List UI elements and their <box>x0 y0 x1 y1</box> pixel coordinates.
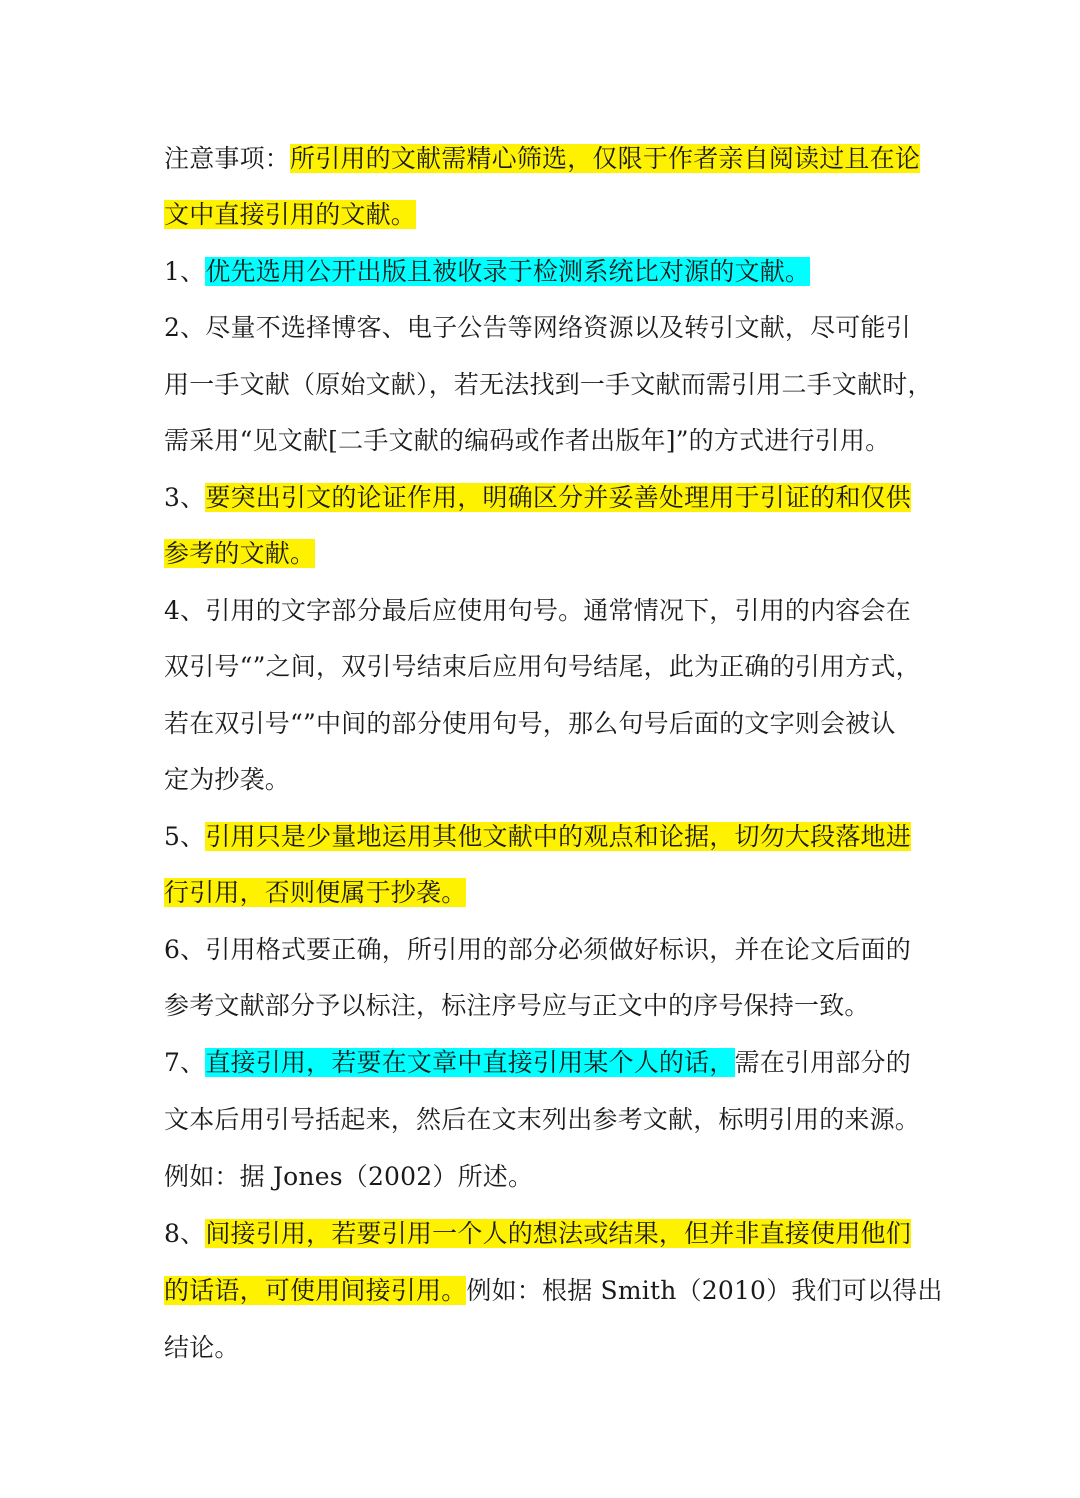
item-4-line-2: 双引号“”之间，双引号结束后应用句号结尾，此为正确的引用方式， <box>164 652 921 681</box>
item-1-number: 1、 <box>164 257 206 286</box>
note-highlight-1: 所引用的文献需精心筛选，仅限于作者亲自阅读过且在论 <box>290 144 921 173</box>
item-8-line-3: 结论。 <box>164 1333 240 1362</box>
item-2-line-2: 用一手文献（原始文献），若无法找到一手文献而需引用二手文献时， <box>164 370 933 399</box>
item-5-number: 5、 <box>164 822 206 851</box>
item-8-highlight-2: 的话语，可使用间接引用。 <box>164 1276 467 1305</box>
item-3-line-1 <box>164 470 911 526</box>
item-3-highlight-2: 参考的文献。 <box>164 539 316 568</box>
item-8-rest: 例如：根据 Smith（2010）我们可以得出 <box>466 1276 943 1305</box>
item-6-line-1: 6、引用格式要正确，所引用的部分必须做好标识，并在论文后面的 <box>164 935 911 964</box>
item-7-line-1 <box>164 1035 911 1091</box>
item-5-highlight-1: 引用只是少量地运用其他文献中的观点和论据，切勿大段落地进 <box>205 822 911 851</box>
note-label: 注意事项： <box>164 144 291 173</box>
item-4-line-1: 4、引用的文字部分最后应使用句号。通常情况下，引用的内容会在 <box>164 596 911 625</box>
note-line-2 <box>164 187 416 243</box>
item-7-number: 7、 <box>164 1048 206 1077</box>
item-5-line-2 <box>164 865 466 921</box>
item-7-highlight: 直接引用，若要在文章中直接引用某个人的话， <box>205 1048 735 1077</box>
item-3-highlight-1: 要突出引文的论证作用，明确区分并妥善处理用于引证的和仅供 <box>205 483 911 512</box>
item-4-line-4: 定为抄袭。 <box>164 765 291 794</box>
item-8-number: 8、 <box>164 1219 206 1248</box>
note-highlight-2: 文中直接引用的文献。 <box>164 200 417 229</box>
item-8-line-2 <box>164 1263 943 1319</box>
item-8-line-1 <box>164 1206 911 1262</box>
item-5-line-1 <box>164 809 911 865</box>
note-line-1 <box>164 131 920 187</box>
item-3-line-2 <box>164 526 315 582</box>
item-6-line-2: 参考文献部分予以标注，标注序号应与正文中的序号保持一致。 <box>164 991 870 1020</box>
item-2-line-3: 需采用“见文献[二手文献的编码或作者出版年]”的方式进行引用。 <box>164 426 891 455</box>
item-3-number: 3、 <box>164 483 206 512</box>
item-2-line-1: 2、尽量不选择博客、电子公告等网络资源以及转引文献，尽可能引 <box>164 313 911 342</box>
item-4-line-3: 若在双引号“”中间的部分使用句号，那么句号后面的文字则会被认 <box>164 709 896 738</box>
item-8-highlight-1: 间接引用，若要引用一个人的想法或结果，但并非直接使用他们 <box>205 1219 911 1248</box>
item-1-line-1 <box>164 244 810 300</box>
item-5-highlight-2: 行引用，否则便属于抄袭。 <box>164 878 467 907</box>
item-7-rest: 需在引用部分的 <box>734 1048 911 1077</box>
item-1-highlight: 优先选用公开出版且被收录于检测系统比对源的文献。 <box>205 257 811 286</box>
item-7-line-2: 文本后用引号括起来，然后在文末列出参考文献，标明引用的来源。 <box>164 1105 921 1134</box>
item-7-line-3: 例如：据 Jones（2002）所述。 <box>164 1162 534 1191</box>
